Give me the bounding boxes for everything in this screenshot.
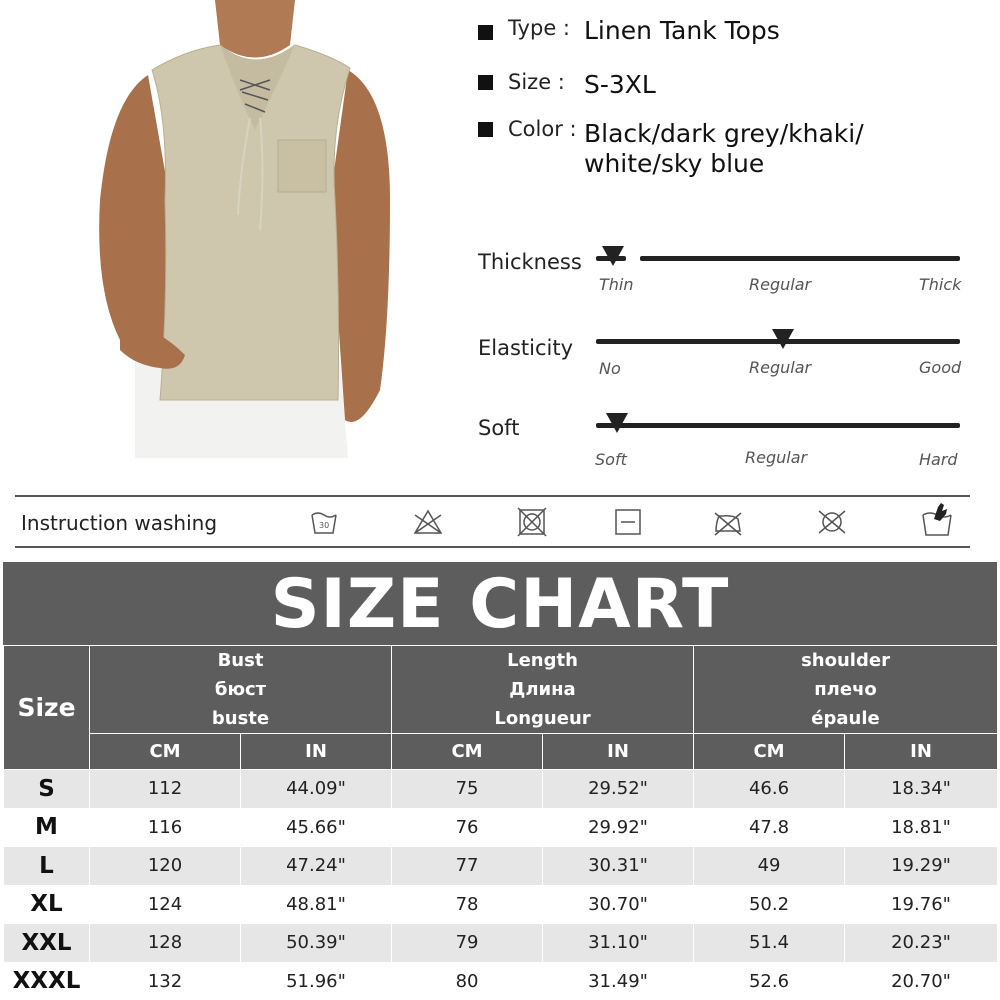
group-header-shoulder	[694, 646, 998, 734]
scale-tick-low: No	[599, 359, 621, 378]
spec-color-value: Black/dark grey/khaki/	[584, 119, 864, 148]
scale-tick-mid: Regular	[749, 275, 812, 294]
scale-tick-high: Hard	[919, 450, 958, 469]
bullet-icon	[478, 25, 493, 40]
table-row	[4, 770, 998, 809]
value-cell: 124	[90, 885, 241, 924]
do-not-tumble-dry-icon	[517, 507, 547, 537]
unit-header: IN	[241, 734, 392, 770]
scale-marker-icon	[606, 413, 628, 433]
size-cell: L	[4, 847, 90, 886]
value-cell: 80	[392, 962, 543, 1000]
value-cell: 20.23"	[845, 924, 998, 963]
do-not-dry-clean-icon	[817, 507, 847, 537]
value-cell: 78	[392, 885, 543, 924]
value-cell: 77	[392, 847, 543, 886]
spec-size-value: S-3XL	[584, 70, 656, 99]
model-illustration	[90, 0, 410, 458]
value-cell: 18.34"	[845, 770, 998, 809]
table-group-header-row	[4, 646, 998, 734]
washing-instructions	[15, 495, 970, 548]
scale-tick-high: Good	[919, 358, 962, 377]
value-cell: 19.76"	[845, 885, 998, 924]
scale-track	[596, 423, 960, 428]
group-header-line: Bust	[217, 650, 264, 671]
unit-header: IN	[845, 734, 998, 770]
group-header-line: buste	[211, 708, 270, 729]
value-cell: 30.70"	[543, 885, 694, 924]
value-cell: 79	[392, 924, 543, 963]
bullet-icon	[478, 122, 493, 137]
value-cell: 20.70"	[845, 962, 998, 1000]
group-header-line: shoulder	[801, 650, 890, 671]
svg-text:30: 30	[319, 521, 330, 530]
value-cell: 120	[90, 847, 241, 886]
size-cell: XXXL	[4, 962, 90, 1000]
spec-type-key: Type :	[508, 16, 570, 40]
value-cell: 49	[694, 847, 845, 886]
table-row	[4, 885, 998, 924]
value-cell: 51.4	[694, 924, 845, 963]
value-cell: 29.52"	[543, 770, 694, 809]
table-row	[4, 962, 998, 1000]
group-header-line: бюст	[214, 679, 267, 700]
value-cell: 47.24"	[241, 847, 392, 886]
table-row	[4, 924, 998, 963]
value-cell: 31.49"	[543, 962, 694, 1000]
washing-title: Instruction washing	[21, 511, 218, 535]
value-cell: 51.96"	[241, 962, 392, 1000]
scale-tick-low: Soft	[595, 450, 627, 469]
hand-wash-30-icon	[309, 507, 339, 537]
value-cell: 75	[392, 770, 543, 809]
hand-wash-icon	[920, 501, 954, 537]
value-cell: 132	[90, 962, 241, 1000]
value-cell: 128	[90, 924, 241, 963]
table-row	[4, 808, 998, 847]
value-cell: 48.81"	[241, 885, 392, 924]
bullet-icon	[478, 75, 493, 90]
value-cell: 44.09"	[241, 770, 392, 809]
value-cell: 116	[90, 808, 241, 847]
value-cell: 30.31"	[543, 847, 694, 886]
unit-header: CM	[392, 734, 543, 770]
size-cell: XXL	[4, 924, 90, 963]
unit-header: IN	[543, 734, 694, 770]
scale-tick-high: Thick	[919, 275, 962, 294]
value-cell: 76	[392, 808, 543, 847]
size-chart-title: SIZE CHART	[270, 565, 730, 644]
value-cell: 112	[90, 770, 241, 809]
value-cell: 50.2	[694, 885, 845, 924]
group-header-line: Longueur	[494, 708, 591, 729]
iron-low-icon	[713, 507, 743, 537]
value-cell: 46.6	[694, 770, 845, 809]
size-cell: XL	[4, 885, 90, 924]
scale-label: Thickness	[478, 250, 582, 274]
size-chart-table	[3, 645, 998, 1000]
spec-type-value: Linen Tank Tops	[584, 16, 780, 45]
dry-flat-icon	[613, 507, 643, 537]
unit-header: CM	[694, 734, 845, 770]
group-header-bust	[90, 646, 392, 734]
spec-color-value-line2: white/sky blue	[584, 149, 765, 178]
group-header-line: épaule	[811, 708, 880, 729]
scale-marker-icon	[602, 246, 624, 266]
value-cell: 18.81"	[845, 808, 998, 847]
do-not-bleach-icon	[413, 507, 443, 537]
group-header-line: Length	[507, 650, 578, 671]
value-cell: 19.29"	[845, 847, 998, 886]
size-chart-header	[3, 562, 997, 647]
group-header-line: плечо	[814, 679, 877, 700]
scale-label: Soft	[478, 416, 520, 440]
unit-header: CM	[90, 734, 241, 770]
value-cell: 31.10"	[543, 924, 694, 963]
product-photo	[90, 0, 410, 458]
scale-tick-mid: Regular	[745, 448, 808, 467]
spec-size-key: Size :	[508, 70, 565, 94]
value-cell: 52.6	[694, 962, 845, 1000]
group-header-line: Длина	[509, 679, 576, 700]
table-row	[4, 847, 998, 886]
scale-label: Elasticity	[478, 336, 574, 360]
table-unit-header-row	[4, 734, 998, 770]
group-header-length	[392, 646, 694, 734]
scale-tick-low: Thin	[599, 275, 634, 294]
size-cell: S	[4, 770, 90, 809]
scale-tick-mid: Regular	[749, 358, 812, 377]
scale-marker-icon	[772, 329, 794, 349]
value-cell: 47.8	[694, 808, 845, 847]
value-cell: 50.39"	[241, 924, 392, 963]
spec-color-key: Color :	[508, 117, 577, 141]
scale-track	[640, 256, 960, 261]
value-cell: 45.66"	[241, 808, 392, 847]
value-cell: 29.92"	[543, 808, 694, 847]
size-cell: M	[4, 808, 90, 847]
size-column-header: Size	[4, 646, 90, 770]
